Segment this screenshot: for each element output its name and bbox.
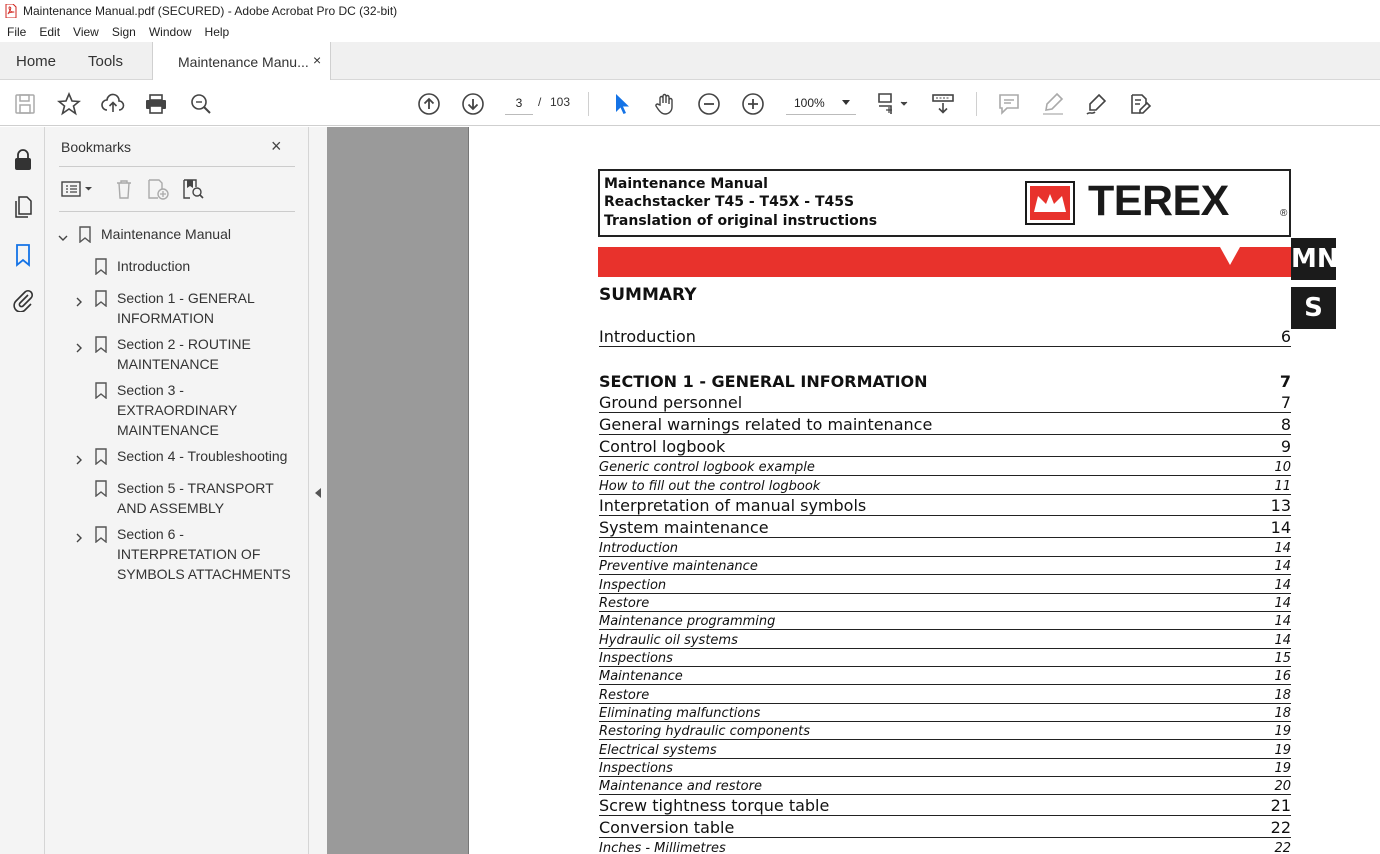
toc-title: Conversion table	[599, 818, 735, 837]
bookmark-label-line: Section 3 -	[117, 382, 184, 398]
toc-entry[interactable]	[599, 839, 1291, 854]
bookmark-icon	[95, 448, 107, 465]
bookmarks-panel	[45, 127, 309, 854]
page-total: 103	[550, 95, 571, 109]
attachment-icon[interactable]	[11, 288, 35, 312]
toc-title: How to fill out the control logbook	[599, 479, 821, 494]
sign-icon[interactable]	[1085, 92, 1109, 116]
toc-page: 16	[1274, 669, 1291, 684]
side-tab-mn: MN	[1291, 238, 1336, 280]
bookmark-item-maintenance-manual[interactable]: Maintenance Manual	[101, 226, 231, 242]
collapse-arrow-icon	[315, 488, 321, 498]
toc-page: 20	[1274, 779, 1291, 794]
toc-title: Hydraulic oil systems	[599, 633, 738, 648]
chevron-right-icon[interactable]	[74, 452, 84, 462]
print-icon[interactable]	[144, 92, 168, 116]
toc-page: 9	[1280, 437, 1291, 456]
menu-bar	[0, 22, 1380, 42]
toc-page: 14	[1274, 596, 1291, 611]
summary-heading: SUMMARY	[599, 285, 697, 305]
header-line: Reachstacker T45 - T45X - T45S	[604, 194, 855, 210]
upload-icon[interactable]	[101, 92, 125, 116]
toc-entry[interactable]	[599, 794, 1291, 816]
zoom-search-icon[interactable]	[189, 92, 213, 116]
toc-entry[interactable]	[599, 816, 1291, 838]
toc-page: 14	[1274, 614, 1291, 629]
bookmark-icon	[95, 382, 107, 399]
delete-bookmark-icon[interactable]	[113, 178, 135, 200]
toc-title: Preventive maintenance	[599, 559, 758, 574]
bookmark-label-line: INFORMATION	[117, 310, 214, 326]
header-line: Maintenance Manual	[604, 176, 768, 192]
toc-title: System maintenance	[599, 518, 769, 537]
page-view-icon[interactable]	[876, 92, 912, 116]
zoom-out-icon[interactable]	[697, 92, 721, 116]
toc-page: 14	[1274, 541, 1291, 556]
page-separator: /	[538, 95, 542, 109]
menu-file[interactable]: File	[7, 25, 27, 39]
title-bar	[0, 0, 1380, 22]
bookmark-label-line: Section 2 - ROUTINE	[117, 336, 251, 352]
bookmark-item-section-4[interactable]: Section 4 - Troubleshooting	[117, 448, 288, 464]
toc-title: Interpretation of manual symbols	[599, 496, 867, 515]
toc-entry[interactable]	[599, 458, 1291, 476]
scroll-mode-icon[interactable]	[931, 92, 955, 116]
tab-tools[interactable]: Tools	[88, 53, 124, 70]
toc-title: Introduction	[599, 327, 696, 346]
toolbar-divider	[976, 92, 977, 116]
bookmark-label-line: AND ASSEMBLY	[117, 500, 225, 516]
bookmark-icon	[95, 526, 107, 543]
menu-view[interactable]: View	[73, 25, 99, 39]
toc-page: 7	[1280, 393, 1291, 412]
toc-page: 13	[1270, 496, 1291, 515]
bookmarks-icon[interactable]	[11, 243, 35, 267]
chevron-down-icon	[842, 100, 850, 105]
toc-entry[interactable]	[599, 576, 1291, 594]
toc-entry[interactable]	[599, 516, 1291, 538]
toc-title: Screw tightness torque table	[599, 796, 830, 815]
toc-title: Generic control logbook example	[599, 460, 815, 475]
toc-entry[interactable]	[599, 557, 1291, 575]
bookmark-item-section-5[interactable]	[117, 478, 274, 518]
comment-icon[interactable]	[997, 92, 1021, 116]
toc-title: Eliminating malfunctions	[599, 706, 761, 721]
header-line: Translation of original instructions	[604, 213, 878, 229]
toc-entry[interactable]	[599, 777, 1291, 795]
toc-title: Inches - Millimetres	[599, 841, 726, 854]
bookmark-icon	[95, 258, 107, 275]
red-header-band	[598, 247, 1291, 277]
find-bookmark-icon[interactable]	[181, 178, 205, 200]
toc-page: 10	[1274, 460, 1291, 475]
bookmark-icon	[95, 290, 107, 307]
toc-entry[interactable]	[599, 477, 1291, 495]
bookmark-label-line: MAINTENANCE	[117, 422, 219, 438]
toolbar-divider	[588, 92, 589, 116]
hand-icon[interactable]	[653, 92, 677, 116]
toc-entry[interactable]	[599, 325, 1291, 347]
tab-document[interactable]	[152, 42, 331, 81]
bookmark-star-icon[interactable]	[57, 92, 81, 116]
zoom-level-value: 100%	[794, 96, 825, 110]
select-arrow-icon[interactable]	[609, 92, 633, 116]
menu-window[interactable]: Window	[148, 25, 192, 39]
toc-title: Control logbook	[599, 437, 726, 456]
toc-page: 22	[1274, 841, 1291, 854]
toc-title: General warnings related to maintenance	[599, 415, 933, 434]
lock-icon[interactable]	[11, 148, 35, 172]
toc-entry[interactable]	[599, 594, 1291, 612]
tab-home[interactable]: Home	[16, 53, 57, 70]
tab-bar	[0, 42, 1380, 80]
toc-page: 19	[1274, 761, 1291, 776]
bookmark-item-section-6[interactable]	[117, 524, 291, 584]
toc-entry[interactable]	[599, 741, 1291, 759]
toc-page: 21	[1270, 796, 1291, 815]
toc-title: Inspections	[599, 651, 673, 666]
pages-icon[interactable]	[11, 195, 35, 219]
toc-title: Maintenance	[599, 669, 683, 684]
panel-close-button[interactable]: ×	[271, 136, 282, 156]
toc-title: Electrical systems	[599, 743, 717, 758]
toc-title: Restore	[599, 688, 650, 703]
bookmark-icon	[95, 480, 107, 497]
chevron-right-icon[interactable]	[74, 530, 84, 540]
zoom-level-dropdown[interactable]	[786, 91, 856, 115]
toc-title: Inspections	[599, 761, 673, 776]
document-header-box	[598, 169, 1291, 237]
toc-entry[interactable]	[599, 667, 1291, 685]
toc-page: 19	[1274, 743, 1291, 758]
toc-title: Maintenance programming	[599, 614, 776, 629]
toc-page: 14	[1274, 559, 1291, 574]
save-icon[interactable]	[13, 92, 37, 116]
toc-entry[interactable]	[599, 539, 1291, 557]
toc-page: 11	[1274, 479, 1291, 494]
toc-page: 14	[1274, 633, 1291, 648]
edit-icon[interactable]	[1128, 92, 1152, 116]
toc-entry[interactable]	[599, 686, 1291, 704]
toc-title: Restore	[599, 596, 650, 611]
divider	[59, 166, 295, 167]
brand-wordmark: TEREX	[1088, 177, 1229, 225]
toc-entry[interactable]	[599, 759, 1291, 777]
acrobat-app-icon	[5, 4, 17, 18]
registered-mark: ®	[1280, 208, 1288, 219]
menu-edit[interactable]: Edit	[39, 25, 61, 39]
toc-entry[interactable]	[599, 391, 1291, 413]
toc-entry[interactable]	[599, 413, 1291, 435]
chevron-right-icon[interactable]	[74, 294, 84, 304]
window-title: Maintenance Manual.pdf (SECURED) - Adobe Acrobat Pro DC (32-bit)	[23, 4, 398, 18]
toc-entry[interactable]	[599, 722, 1291, 740]
page-number-input[interactable]: 3	[505, 91, 533, 115]
menu-help[interactable]: Help	[204, 25, 230, 39]
toc-entry[interactable]	[599, 649, 1291, 667]
pdf-page	[468, 127, 1380, 854]
toc-title: Introduction	[599, 541, 679, 556]
chevron-right-icon[interactable]	[74, 340, 84, 350]
toc-title: Ground personnel	[599, 393, 743, 412]
bookmark-item-section-3[interactable]	[117, 380, 237, 440]
page-up-icon[interactable]	[417, 92, 441, 116]
bookmark-label-line: MAINTENANCE	[117, 356, 219, 372]
bookmark-label-line: SYMBOLS ATTACHMENTS	[117, 566, 291, 582]
panel-collapse-handle[interactable]	[309, 127, 327, 854]
band-notch	[1220, 247, 1240, 265]
toc-page: 14	[1274, 578, 1291, 593]
divider	[59, 211, 295, 212]
toc-page: 14	[1270, 518, 1291, 537]
toc-title: Maintenance and restore	[599, 779, 762, 794]
bookmark-icon	[79, 226, 91, 243]
bookmark-label-line: Section 1 - GENERAL	[117, 290, 255, 306]
toc-page: 18	[1274, 706, 1291, 721]
tab-document-label: Maintenance Manu...	[178, 54, 309, 70]
bookmark-item-section-1[interactable]	[117, 288, 255, 328]
highlight-icon[interactable]	[1041, 92, 1065, 116]
zoom-in-icon[interactable]	[741, 92, 765, 116]
main-toolbar	[0, 80, 1380, 126]
bookmark-item-introduction[interactable]: Introduction	[117, 258, 191, 274]
toc-page: 6	[1280, 327, 1291, 346]
side-tab-s: S	[1291, 287, 1336, 329]
toc-entry[interactable]	[599, 612, 1291, 630]
bookmark-item-section-2[interactable]	[117, 334, 251, 374]
bookmark-icon	[95, 336, 107, 353]
panel-title: Bookmarks	[61, 139, 132, 155]
new-bookmark-icon[interactable]	[146, 178, 170, 200]
toc-page: 18	[1274, 688, 1291, 703]
bookmark-label-line: INTERPRETATION OF	[117, 546, 261, 562]
toc-page: 19	[1274, 724, 1291, 739]
toc-title: SECTION 1 - GENERAL INFORMATION	[599, 372, 928, 391]
toc-title: Inspection	[599, 578, 667, 593]
toc-page: 22	[1270, 818, 1291, 837]
bookmark-label-line: Section 6 -	[117, 526, 184, 542]
toc-entry[interactable]	[599, 631, 1291, 649]
bookmark-label-line: EXTRAORDINARY	[117, 402, 238, 418]
left-rail	[0, 127, 45, 854]
toc-title: Restoring hydraulic components	[599, 724, 810, 739]
toc-entry[interactable]	[599, 494, 1291, 516]
toc-entry[interactable]	[599, 369, 1291, 391]
chevron-down-icon[interactable]	[58, 230, 68, 240]
toc-entry[interactable]	[599, 704, 1291, 722]
toc-page: 8	[1280, 415, 1291, 434]
bookmark-label-line: Section 5 - TRANSPORT	[117, 480, 274, 496]
terex-crown-logo	[1025, 181, 1075, 225]
options-menu-icon[interactable]	[61, 178, 95, 200]
toc-page: 7	[1279, 372, 1291, 391]
toc-entry[interactable]	[599, 435, 1291, 457]
page-down-icon[interactable]	[461, 92, 485, 116]
toc-page: 15	[1274, 651, 1291, 666]
tab-close-button[interactable]: ×	[313, 52, 322, 68]
menu-sign[interactable]: Sign	[111, 25, 136, 39]
